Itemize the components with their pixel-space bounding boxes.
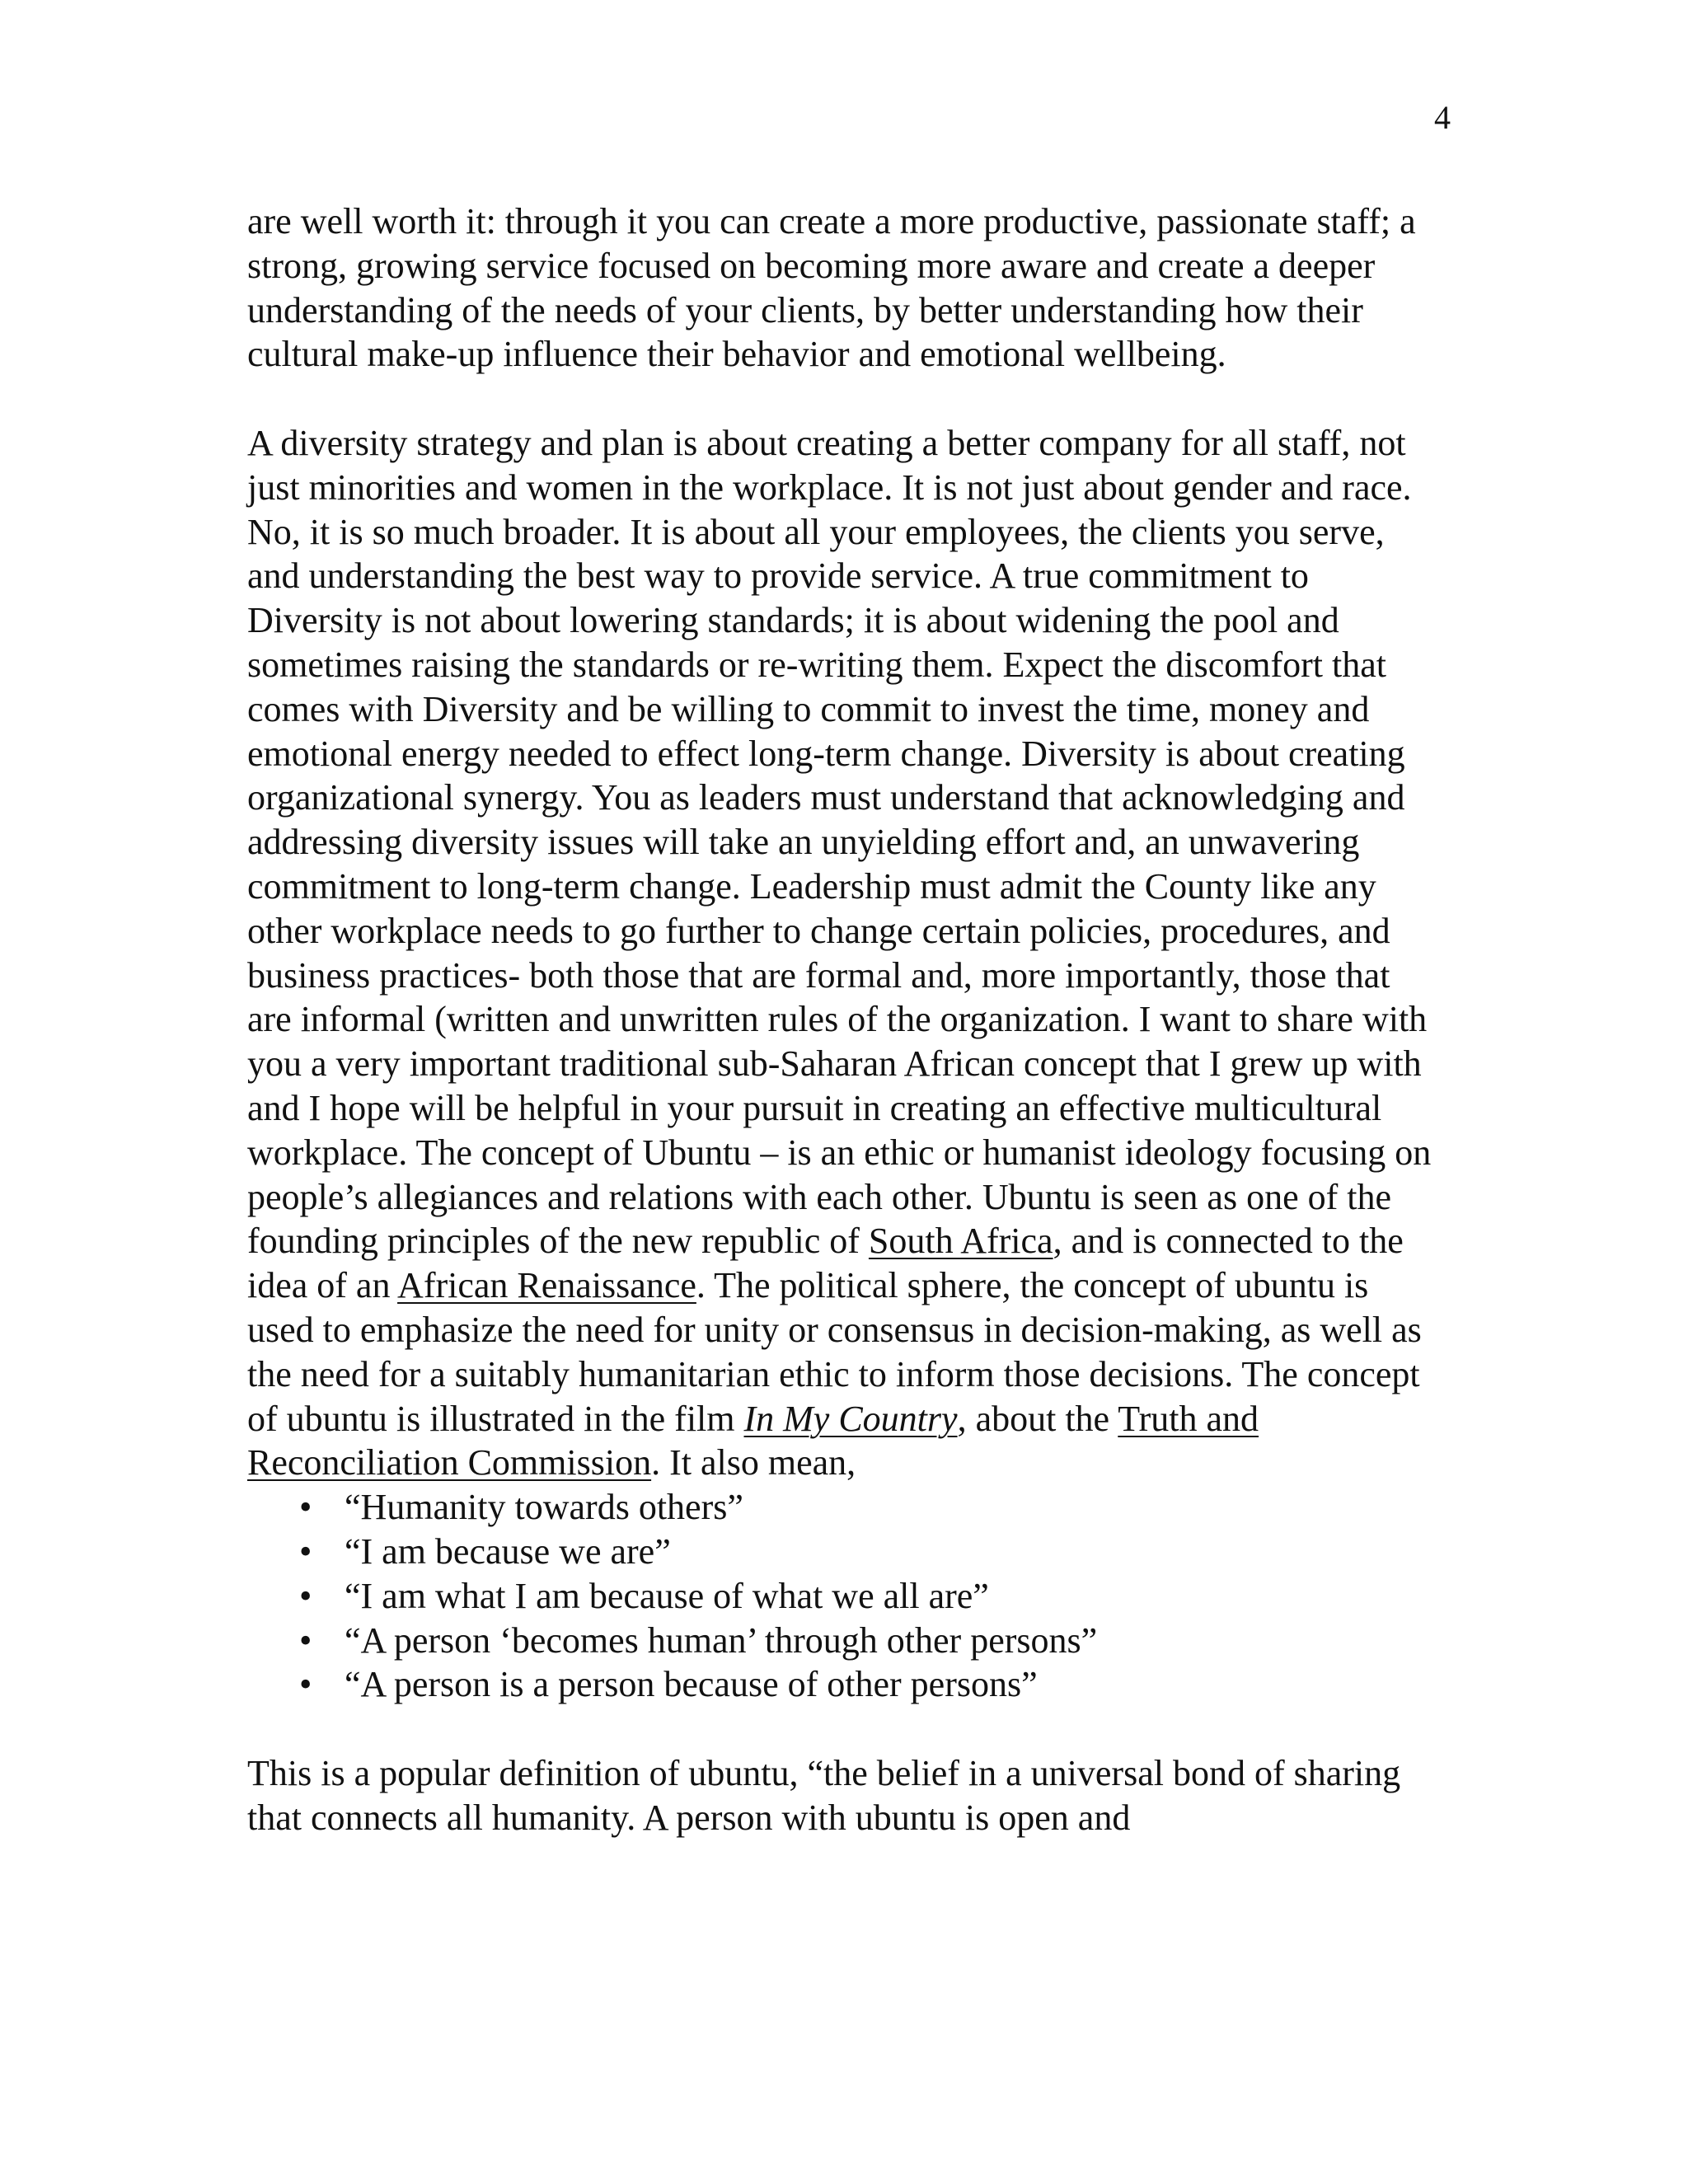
list-item	[247, 1662, 1441, 1707]
list-item	[247, 1530, 1441, 1574]
page-number: 4	[1434, 99, 1451, 136]
text-run: , about the	[957, 1398, 1118, 1439]
list-item-text: “A person is a person because of other persons”	[345, 1664, 1038, 1705]
bullet-icon: •	[299, 1530, 312, 1572]
text-run: . It also mean,	[651, 1442, 856, 1483]
list-item	[247, 1485, 1441, 1530]
text-run: are well worth it: through it you can create a more productive, passionate staff; a strong, growing service focused on becoming more aware and create a deeper understanding of the needs of your clients, by better understanding how their cultural make-up influence their behavior and emotional wellbeing.	[247, 201, 1416, 375]
paragraph-1	[247, 199, 1441, 377]
bullet-icon: •	[299, 1575, 312, 1616]
bullet-icon: •	[299, 1664, 312, 1705]
link-african-renaissance[interactable]: African Renaissance	[397, 1265, 696, 1306]
link-south-africa[interactable]: South Africa	[868, 1221, 1053, 1262]
list-item-text: “A person ‘becomes human’ through other persons”	[345, 1619, 1098, 1661]
paragraph-3	[247, 1751, 1441, 1840]
list-item	[247, 1619, 1441, 1663]
list-item-text: “Humanity towards others”	[345, 1487, 743, 1528]
text-run: This is a popular definition of ubuntu, “the belief in a universal bond of sharing that connects all humanity. A person with ubuntu is open and	[247, 1752, 1401, 1838]
bullet-icon: •	[299, 1487, 312, 1528]
list-item-text: “I am what I am because of what we all are”	[345, 1575, 989, 1616]
text-run: A diversity strategy and plan is about creating a better company for all staff, not just minorities and women in the workplace. It is not just about gender and race. No, it is so much broader. It is about all your employees, the clients you serve, and understanding the best way to provide service. A true commitment to Diversity is not about lowering standards; it is about widening the pool and sometimes raising the standards or re-writing them. Expect the discomfort that comes with Diversity and be willing to commit to invest the time, money and emotional energy needed to effect long-term change. Diversity is about creating organizational synergy. You as leaders must understand that acknowledging and addressing diversity issues will take an unyielding effort and, an unwavering commitment to long-term change. Leadership must admit the County like any other workplace needs to go further to change certain policies, procedures, and business practices- both those that are formal and, more importantly, those that are informal (written and unwritten rules of the organization. I want to share with you a very important traditional sub-Saharan African concept that I grew up with and I hope will be helpful in your pursuit in creating an effective multicultural workplace. The concept of Ubuntu – is an ethic or humanist ideology focusing on people’s allegiances and relations with each other. Ubuntu is seen as one of the founding principles of the new republic of	[247, 422, 1432, 1262]
bullet-icon: •	[299, 1619, 312, 1661]
list-item-text: “I am because we are”	[345, 1530, 671, 1572]
link-in-my-country[interactable]: In My Country	[743, 1398, 958, 1439]
text-run: , and is connected to the idea of an	[247, 1221, 1404, 1306]
document-body	[247, 199, 1441, 1840]
text-run: . The political sphere, the concept of ubuntu is used to emphasize the need for unity or consensus in decision-making, as well as the need for a suitably humanitarian ethic to inform those decisions. The concept of ubuntu is illustrated in the film	[247, 1265, 1422, 1439]
ubuntu-meanings-list	[247, 1485, 1441, 1707]
list-item	[247, 1574, 1441, 1619]
link-truth-and-reconciliation-commission[interactable]: Truth and Reconciliation Commission	[247, 1398, 1259, 1483]
paragraph-2	[247, 421, 1441, 1485]
